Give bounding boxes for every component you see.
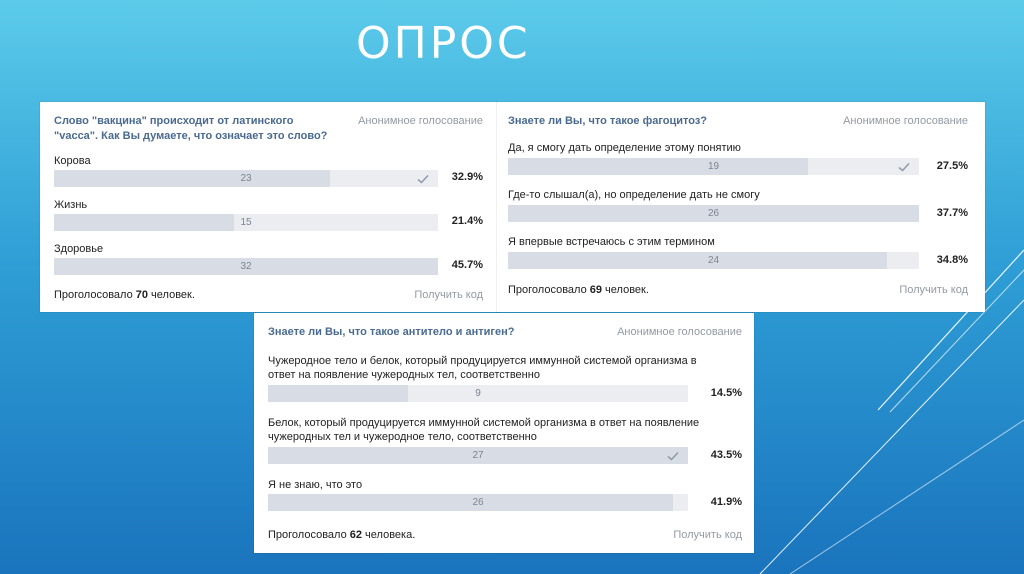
option-label: Жизнь [54, 199, 88, 211]
poll-option-bar[interactable] [508, 205, 919, 222]
get-code-link[interactable]: Получить код [899, 284, 968, 296]
option-label: Я впервые встречаюсь с этим термином [508, 236, 715, 248]
option-percent: 27.5% [936, 160, 968, 172]
checkmark-icon [666, 449, 680, 463]
vote-count: 24 [707, 255, 720, 266]
option-label: Корова [54, 155, 91, 167]
poll-card-phagocytosis [497, 102, 985, 312]
poll-option-bar[interactable] [54, 170, 438, 187]
poll-card-vaccine [40, 102, 497, 312]
voted-summary: Проголосовало 62 человека. [268, 529, 416, 541]
anonymous-label: Анонимное голосование [358, 115, 483, 127]
vote-count: 15 [240, 217, 252, 228]
option-percent: 41.9% [710, 496, 742, 508]
option-percent: 43.5% [710, 449, 742, 461]
voted-summary: Проголосовало 70 человек. [54, 289, 195, 301]
vote-count: 23 [240, 173, 252, 184]
option-label: Чужеродное тело и белок, который продуцируется иммунной системой организма в ответ на появление чужеродных тел, соответственно [268, 355, 697, 381]
poll-question: Слово "вакцина" происходит от латинского "vacca". Как Вы думаете, что означает это слово? [54, 115, 328, 142]
poll-card-antibody [254, 313, 754, 553]
anonymous-label: Анонимное голосование [843, 115, 968, 127]
option-label: Здоровье [54, 243, 104, 255]
voted-count: 62 [349, 529, 362, 541]
poll-option-bar[interactable] [268, 494, 688, 511]
poll-question: Знаете ли Вы, что такое фагоцитоз? [508, 115, 708, 127]
option-percent: 14.5% [710, 387, 742, 399]
vote-count: 19 [707, 161, 720, 172]
option-label: Да, я смогу дать определение этому понятию [508, 142, 741, 154]
vote-count: 26 [472, 497, 484, 508]
vote-count: 26 [707, 208, 720, 219]
voted-summary: Проголосовало 69 человек. [508, 284, 649, 296]
poll-option-bar[interactable] [54, 214, 438, 231]
option-label: Где-то слышал(а), но определение дать не смогу [508, 189, 760, 201]
option-label: Белок, который продуцируется иммунной системой организма в ответ на появление чужеродных тел и чужеродное тело, соответственно [268, 417, 700, 443]
anonymous-label: Анонимное голосование [617, 326, 742, 338]
get-code-link[interactable]: Получить код [673, 529, 742, 541]
slide-title: ОПРОС [356, 18, 531, 69]
voted-count: 70 [135, 289, 148, 301]
option-percent: 34.8% [936, 254, 968, 266]
checkmark-icon [416, 172, 430, 186]
option-percent: 32.9% [451, 171, 483, 183]
option-percent: 45.7% [451, 259, 483, 271]
voted-count: 69 [589, 284, 602, 296]
vote-count: 9 [475, 388, 481, 399]
vote-count: 27 [472, 450, 484, 461]
poll-option-bar[interactable] [508, 158, 919, 175]
vote-count: 32 [240, 261, 252, 272]
option-label: Я не знаю, что это [268, 479, 363, 491]
poll-option-bar[interactable] [268, 447, 688, 464]
checkmark-icon [897, 160, 911, 174]
get-code-link[interactable]: Получить код [414, 289, 483, 301]
poll-option-bar[interactable] [54, 258, 438, 275]
poll-option-bar[interactable] [508, 252, 919, 269]
poll-question: Знаете ли Вы, что такое антитело и антиген? [268, 326, 515, 338]
poll-option-bar[interactable] [268, 385, 688, 402]
option-percent: 37.7% [936, 207, 968, 219]
option-percent: 21.4% [451, 215, 483, 227]
